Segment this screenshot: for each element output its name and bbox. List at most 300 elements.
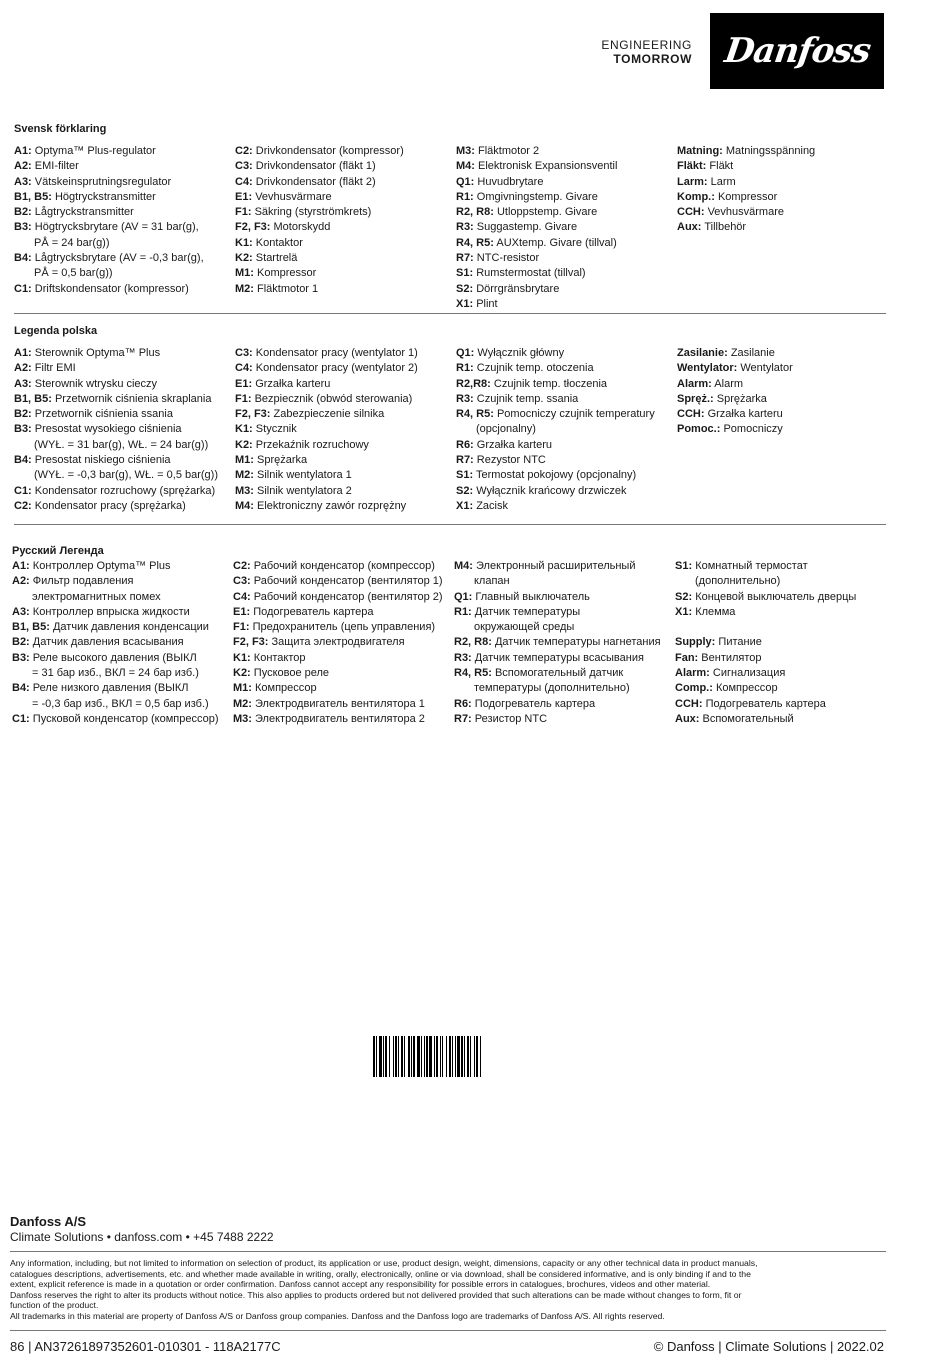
barcode-bar [379, 1036, 382, 1077]
legend-key: R4, R5: [456, 408, 494, 421]
footer-company: Danfoss A/S [10, 1214, 87, 1229]
legend-key: B4: [14, 454, 32, 467]
legend-key: R1: [454, 605, 472, 618]
disclaimer-line: Any information, including, but not limited to information on selection of product, its application or use, product design, weight, dimensions, capacity or any other technical data in product manuals, [10, 1258, 758, 1268]
legend-entry [675, 590, 884, 605]
tagline-line2: TOMORROW [613, 52, 692, 66]
legend-key: Q1: [456, 175, 475, 188]
barcode-bar [436, 1036, 438, 1077]
legend-value: Högtrycksbrytare (AV = 31 bar(g), [34, 221, 199, 234]
barcode-bar [413, 1036, 415, 1077]
legend-key: E1: [235, 377, 253, 390]
legend-value: Omgivningstemp. Givare [476, 190, 598, 203]
legend-entry [12, 574, 233, 589]
legend-value: Grzałka karteru [255, 377, 331, 390]
legend-entry [456, 361, 677, 376]
barcode-bar [429, 1036, 432, 1077]
legend-key: F2, F3: [235, 408, 271, 421]
legend-entry [454, 697, 675, 712]
logo-wordmark: Danfoss [721, 31, 873, 71]
legend-column [677, 137, 886, 312]
legend-value: Датчик температуры всасывания [474, 651, 644, 664]
barcode [373, 1036, 527, 1077]
legend-entry [14, 484, 235, 499]
legend-key: A3: [12, 605, 30, 618]
barcode-bar [467, 1036, 469, 1077]
legend-entry [233, 712, 454, 727]
legend-value: Электронный расширительный [476, 560, 636, 572]
barcode-bar [395, 1036, 397, 1077]
legend-value: Vevhusvärmare [707, 206, 784, 219]
legend-entry [235, 377, 456, 392]
legend-key: Supply: [675, 636, 716, 649]
legend-value: Датчик температуры нагнетания [494, 636, 661, 649]
legend-key: Matning: [677, 145, 723, 157]
legend-entry [14, 407, 235, 422]
legend-entry [235, 175, 456, 190]
legend-entry [675, 681, 884, 696]
legend-column [233, 559, 454, 727]
legend-entry [456, 144, 677, 159]
legend-key: B3: [12, 651, 30, 664]
legend-entry [14, 422, 235, 437]
legend-key: R7: [454, 712, 472, 725]
legend-key: Q1: [454, 590, 473, 603]
footer-contact: Climate Solutions • danfoss.com • +45 7488 2222 [10, 1230, 274, 1244]
legend-entry [233, 605, 454, 620]
legend-value: Kondensator pracy (sprężarka) [34, 499, 186, 512]
barcode-bar [424, 1036, 425, 1077]
legend-value: Dörrgränsbrytare [476, 282, 560, 295]
legend-key: B2: [12, 636, 30, 649]
legend-key: R4, R5: [454, 667, 492, 680]
legend-key: A2: [14, 362, 32, 375]
legend-entry [677, 175, 886, 190]
legend-value: Suggastemp. Givare [476, 221, 578, 234]
legend-value: Пусковой конденсатор (компрессор) [32, 712, 219, 725]
legend-key: C4: [233, 590, 251, 603]
legend-value: Utloppstemp. Givare [496, 206, 598, 219]
legend-entry [456, 407, 677, 422]
legend-entry [235, 251, 456, 266]
legend-key: F2, F3: [233, 636, 269, 649]
legend-column [235, 137, 456, 312]
barcode-bar [421, 1036, 422, 1077]
legend-entry [235, 468, 456, 483]
legend-key: CCH: [677, 408, 705, 421]
legend-key: X1: [675, 605, 693, 618]
barcode-bar [383, 1036, 384, 1077]
legend-key: R7: [456, 252, 474, 265]
document-id: 86 | AN37261897352601-010301 - 118A2177C [10, 1339, 281, 1354]
legend-entry [456, 453, 677, 468]
legend-value: Högtryckstransmitter [54, 190, 156, 203]
legend-entry [12, 605, 233, 620]
legend-entry [235, 205, 456, 220]
legend-entry [677, 346, 886, 361]
legend-entry [675, 635, 884, 650]
legend-key: M4: [454, 560, 473, 572]
legend-value: Fläktmotor 2 [478, 145, 540, 157]
legend-value: Czujnik temp. ssania [476, 392, 579, 405]
legend-entry-continuation: PÅ = 24 bar(g)) [34, 236, 110, 249]
legend-entry [454, 590, 675, 605]
barcode-bar [449, 1036, 451, 1077]
legend-key: Pomoc.: [677, 423, 721, 436]
legend-entry [454, 651, 675, 666]
legend-value: AUXtemp. Givare (tillval) [496, 236, 617, 249]
legend-value: Bezpiecznik (obwód sterowania) [254, 392, 413, 405]
legend-value: Датчик температуры [474, 605, 581, 618]
legend-entry [235, 453, 456, 468]
legend-value: Wyłącznik krańcowy drzwiczek [476, 484, 627, 497]
legend-value: Sprężarka [716, 392, 767, 405]
legend-value: Рабочий конденсатор (компрессор) [253, 560, 435, 572]
legend-key: Aux: [675, 712, 700, 725]
legend-key: R2,R8: [456, 377, 491, 390]
legend-section-swedish [14, 122, 886, 312]
legend-value: Termostat pokojowy (opcjonalny) [475, 469, 637, 482]
barcode-bar [440, 1036, 441, 1077]
legend-key: R4, R5: [456, 236, 494, 249]
legend-value: Главный выключатель [475, 590, 590, 603]
legend-value: Zasilanie [730, 347, 775, 359]
barcode-bar [408, 1036, 410, 1077]
barcode-bar [461, 1036, 463, 1077]
section-title: Svensk förklaring [14, 123, 107, 135]
tagline [600, 38, 692, 66]
legend-entry [456, 266, 677, 281]
legend-key: R6: [454, 697, 472, 710]
disclaimer-line: extent, explicit reference is made in a quotation or order confirmation. Danfoss cannot accept any responsibility for possible errors in catalogues, brochures, videos and other material. [10, 1279, 711, 1289]
legend-entry [456, 438, 677, 453]
legend-value: Датчик давления всасывания [32, 636, 184, 649]
legend-entry [235, 346, 456, 361]
legend-value: Подогреватель картера [705, 697, 826, 710]
legend-entry [14, 190, 235, 205]
legend-entry [12, 712, 233, 727]
legend-value: Alarm [714, 377, 744, 390]
legend-key: F2, F3: [235, 221, 271, 234]
legend-entry [456, 346, 677, 361]
legend-entry [14, 159, 235, 174]
legend-key: K2: [235, 438, 253, 451]
legend-entry [456, 377, 677, 392]
legend-entry [677, 159, 886, 174]
section-title: Legenda polska [14, 325, 98, 337]
legend-key: Komp.: [677, 190, 715, 203]
legend-entry [235, 190, 456, 205]
legend-column [675, 559, 884, 727]
legend-entry [14, 361, 235, 376]
legend-entry [675, 605, 884, 620]
legend-key: B2: [14, 408, 32, 421]
legend-entry [454, 712, 675, 727]
legend-entry [677, 220, 886, 235]
legend-key: R2, R8: [454, 636, 492, 649]
legend-value: Контроллер впрыска жидкости [32, 605, 190, 618]
legend-value: Huvudbrytare [477, 175, 544, 188]
footer-divider [10, 1330, 886, 1331]
legend-entry [233, 635, 454, 650]
legend-entry [233, 574, 454, 589]
legend-entry [456, 190, 677, 205]
legend-value: Presostat niskiego ciśnienia [34, 454, 171, 467]
legend-value: Wyłącznik główny [477, 347, 565, 359]
legend-value: Przetwornik ciśnienia ssania [34, 408, 173, 421]
legend-column [454, 559, 675, 727]
barcode-bar [426, 1036, 428, 1077]
legend-entry-continuation: (opcjonalny) [476, 423, 536, 436]
disclaimer-text [10, 1258, 890, 1321]
legend-entry-continuation: температуры (дополнительно) [474, 682, 630, 695]
legend-key: Fan: [675, 651, 699, 664]
legend-entry [454, 666, 675, 681]
legend-key: K1: [235, 423, 253, 436]
legend-key: S1: [456, 267, 474, 280]
legend-value: Подогреватель картера [474, 697, 596, 710]
legend-section-polish [14, 324, 886, 514]
barcode-bar [411, 1036, 412, 1077]
barcode-bar [398, 1036, 399, 1077]
legend-entry [14, 499, 235, 514]
barcode-bar [457, 1036, 460, 1077]
legend-value: Elektroniczny zawór rozprężny [257, 499, 407, 512]
legend-entry [12, 651, 233, 666]
legend-value: Grzałka karteru [476, 438, 552, 451]
legend-key: M2: [233, 697, 252, 710]
legend-key: CCH: [677, 206, 705, 219]
legend-key: A3: [14, 377, 32, 390]
legend-key: R1: [456, 362, 474, 375]
legend-entry-continuation: окружающей среды [474, 621, 575, 634]
legend-spacer [675, 620, 884, 635]
legend-entry [675, 666, 884, 681]
legend-key: Comp.: [675, 682, 713, 695]
legend-entry [235, 282, 456, 297]
legend-entry [454, 559, 675, 574]
legend-key: K1: [235, 236, 253, 249]
legend-value: Czujnik temp. tłoczenia [493, 377, 608, 390]
legend-key: R3: [456, 392, 474, 405]
legend-key: R1: [456, 190, 474, 203]
legend-entry [675, 559, 884, 574]
legend-value: Lågtryckstransmitter [34, 206, 134, 219]
legend-key: C1: [12, 712, 30, 725]
legend-value: Sterownik Optyma™ Plus [34, 347, 161, 359]
legend-key: Fläkt: [677, 160, 707, 173]
legend-value: Presostat wysokiego ciśnienia [34, 423, 182, 436]
legend-entry [233, 681, 454, 696]
legend-entry-continuation: (дополнительно) [695, 575, 781, 588]
legend-value: Elektronisk Expansionsventil [478, 160, 618, 173]
legend-value: Вспомогательный датчик [494, 667, 624, 680]
legend-key: R2, R8: [456, 206, 494, 219]
legend-key: M1: [235, 267, 254, 280]
legend-entry [235, 266, 456, 281]
legend-entry-continuation: (WYŁ. = 31 bar(g), WŁ. = 24 bar(g)) [34, 438, 209, 451]
disclaimer-line: Danfoss reserves the right to alter its products without notice. This also applies to products ordered but not delivered provided that such alterations can be made without changes to form, fit or [10, 1289, 742, 1300]
legend-entry [235, 438, 456, 453]
legend-key: F1: [235, 392, 252, 405]
legend-key: C1: [14, 282, 32, 295]
legend-entry [14, 144, 235, 159]
legend-key: E1: [235, 190, 253, 203]
disclaimer-line: catalogues descriptions, advertisements, etc. and whether made available in writing, orally, electronically, online or via download, shall be considered informative, and is only binding if and to the [10, 1268, 751, 1279]
legend-entry-continuation: PÅ = 0,5 bar(g)) [34, 267, 113, 280]
legend-value: Vevhusvärmare [255, 190, 332, 203]
legend-key: M2: [235, 282, 254, 295]
legend-key: F1: [235, 206, 252, 219]
legend-value: Grzałka karteru [707, 408, 783, 421]
legend-value: Pomocniczy czujnik temperatury [496, 408, 655, 421]
legend-value: Startrelä [255, 252, 298, 265]
section-divider [14, 313, 886, 314]
legend-value: Fläkt [709, 160, 734, 173]
legend-key: C3: [235, 347, 253, 359]
legend-entry [14, 346, 235, 361]
legend-value: Подогреватель картера [253, 605, 374, 618]
legend-entry [454, 635, 675, 650]
legend-key: X1: [456, 499, 474, 512]
legend-entry [235, 484, 456, 499]
barcode-bar [452, 1036, 453, 1077]
legend-entry [456, 205, 677, 220]
legend-value: Zabezpieczenie silnika [273, 408, 385, 421]
legend-value: Защита электродвигателя [271, 636, 405, 649]
legend-entry [677, 190, 886, 205]
legend-value: Lågtrycksbrytare (AV = -0,3 bar(g), [34, 252, 204, 265]
legend-entry [677, 392, 886, 407]
legend-value: Plint [476, 297, 498, 310]
barcode-bar [474, 1036, 475, 1077]
legend-entry [677, 361, 886, 376]
legend-key: M1: [233, 682, 252, 695]
legend-key: C3: [235, 160, 253, 173]
barcode-bar [434, 1036, 435, 1077]
barcode-bar [442, 1036, 443, 1077]
legend-column [14, 137, 235, 312]
legend-entry [233, 559, 454, 574]
legend-key: M1: [235, 454, 254, 467]
copyright: © Danfoss | Climate Solutions | 2022.02 [653, 1339, 884, 1354]
legend-key: CCH: [675, 697, 703, 710]
legend-key: C4: [235, 175, 253, 188]
legend-value: Рабочий конденсатор (вентилятор 1) [253, 575, 443, 588]
barcode-bar [389, 1036, 390, 1077]
legend-entry [233, 590, 454, 605]
legend-key: S1: [456, 469, 474, 482]
legend-entry [12, 620, 233, 635]
legend-key: B2: [14, 206, 32, 219]
legend-entry [235, 236, 456, 251]
legend-value: Kompressor [257, 267, 317, 280]
legend-entry [456, 468, 677, 483]
legend-value: Drivkondensator (kompressor) [255, 145, 404, 157]
danfoss-logo [710, 13, 884, 89]
legend-key: K2: [235, 252, 253, 265]
legend-entry [14, 282, 235, 297]
legend-entry [456, 175, 677, 190]
legend-value: Wentylator [740, 362, 793, 375]
legend-entry [456, 297, 677, 312]
legend-key: Larm: [677, 175, 708, 188]
legend-value: Driftskondensator (kompressor) [34, 282, 189, 295]
legend-column [235, 339, 456, 514]
legend-entry [456, 220, 677, 235]
legend-entry [233, 697, 454, 712]
legend-value: Sterownik wtrysku cieczy [34, 377, 158, 390]
legend-value: Комнатный термостат [695, 560, 808, 572]
legend-entry [235, 392, 456, 407]
legend-columns [12, 559, 884, 727]
legend-key: C2: [14, 499, 32, 512]
legend-key: Q1: [456, 347, 475, 359]
legend-key: Spręż.: [677, 392, 714, 405]
legend-key: F1: [233, 621, 250, 634]
legend-key: M2: [235, 469, 254, 482]
disclaimer-line: function of the product. [10, 1300, 99, 1310]
legend-column [456, 137, 677, 312]
legend-key: R3: [456, 221, 474, 234]
legend-key: B1, B5: [14, 392, 52, 405]
legend-entry [456, 251, 677, 266]
legend-key: B3: [14, 423, 32, 436]
legend-entry [14, 453, 235, 468]
legend-value: Kondensator rozruchowy (sprężarka) [34, 484, 216, 497]
barcode-bar [385, 1036, 387, 1077]
legend-key: C4: [235, 362, 253, 375]
legend-value: Drivkondensator (fläkt 1) [255, 160, 376, 173]
barcode-bar [480, 1036, 481, 1077]
legend-value: Kompressor [717, 190, 778, 203]
legend-value: Клемма [695, 605, 736, 618]
legend-entry [235, 407, 456, 422]
legend-key: X1: [456, 297, 474, 310]
barcode-bar [455, 1036, 456, 1077]
legend-entry [14, 377, 235, 392]
section-title: Русский Легенда [12, 545, 104, 557]
legend-value: Kondensator pracy (wentylator 1) [255, 347, 418, 359]
legend-key: A1: [14, 347, 32, 359]
legend-key: M4: [235, 499, 254, 512]
legend-entry-continuation: = 31 бар изб., ВКЛ = 24 бар изб.) [32, 667, 199, 680]
legend-key: S2: [456, 484, 474, 497]
barcode-bar [373, 1036, 375, 1077]
legend-key: A1: [14, 145, 32, 157]
legend-entry [12, 559, 233, 574]
legend-value: Tillbehör [704, 221, 747, 234]
legend-key: M3: [235, 484, 254, 497]
legend-value: Резистор NTC [474, 712, 548, 725]
legend-key: R7: [456, 454, 474, 467]
legend-value: Larm [710, 175, 736, 188]
barcode-bar [446, 1036, 447, 1077]
legend-key: B4: [12, 682, 30, 695]
legend-value: Stycznik [255, 423, 297, 436]
legend-entry [675, 651, 884, 666]
legend-key: A2: [12, 575, 30, 588]
legend-value: Czujnik temp. otoczenia [476, 362, 594, 375]
legend-value: Silnik wentylatora 2 [257, 484, 352, 497]
legend-value: Drivkondensator (fläkt 2) [255, 175, 376, 188]
legend-key: Aux: [677, 221, 702, 234]
tagline-line1: ENGINEERING [601, 38, 692, 52]
legend-entry [456, 159, 677, 174]
legend-column [456, 339, 677, 514]
legend-columns [14, 339, 886, 514]
barcode-bar [470, 1036, 471, 1077]
